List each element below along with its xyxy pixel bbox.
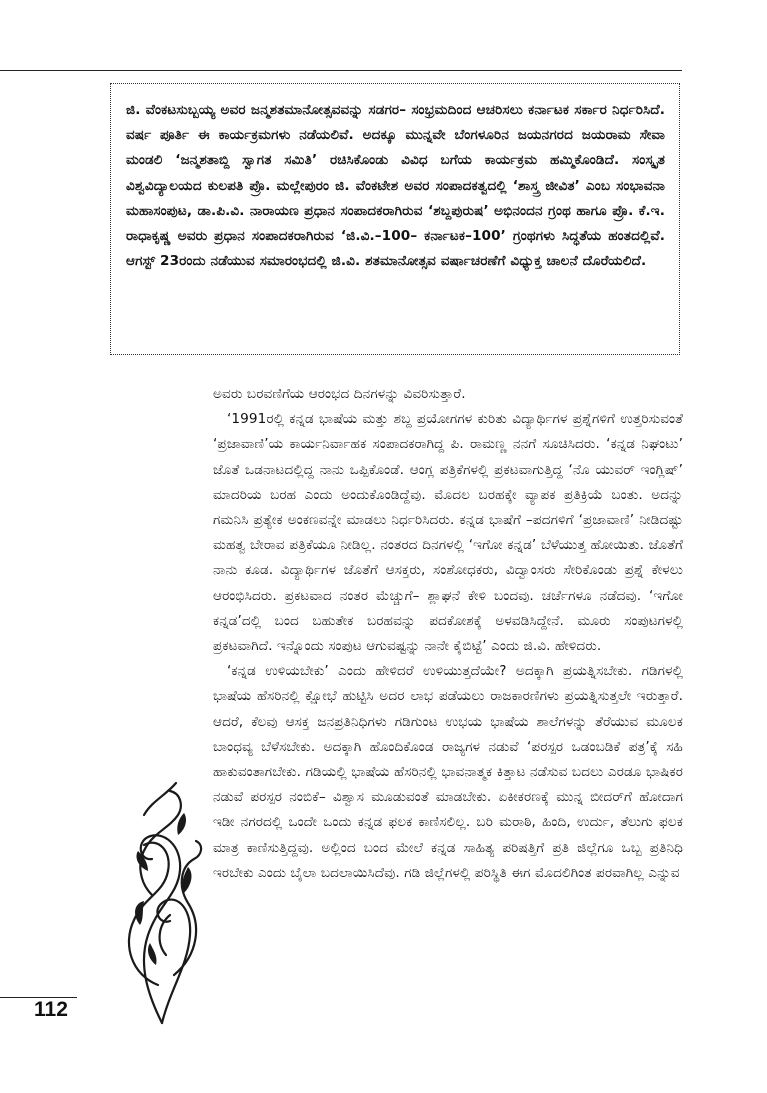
highlight-box (110, 83, 680, 355)
article-body (213, 382, 683, 886)
body-paragraph-2: ‘1991ರಲ್ಲಿ ಕನ್ನಡ ಭಾಷೆಯ ಮತ್ತು ಶಬ್ದ ಪ್ರಯೋಗಗಳ ಕುರಿತು ವಿದ್ಯಾರ್ಥಿಗಳ ಪ್ರಶ್ನೆಗಳಿಗೆ ಉತ್ತರಿಸುವಂತೆ ‘ಪ್ರಜಾವಾಣಿ’ಯ ಕಾರ್ಯನಿರ್ವಾಹಕ ಸಂಪಾದಕರಾಗಿದ್ದ ಪಿ. ರಾಮಣ್ಣ ನನಗೆ ಸೂಚಿಸಿದರು. ‘ಕನ್ನಡ ನಿಘಂಟು’ ಜೊತೆ ಒಡನಾಟದಲ್ಲಿದ್ದ ನಾನು ಒಪ್ಪಿಕೊಂಡೆ. ಆಂಗ್ಲ ಪತ್ರಿಕೆಗಳಲ್ಲಿ ಪ್ರಕಟವಾಗುತ್ತಿದ್ದ ‘ನೊ ಯುವರ್ ಇಂಗ್ಲಿಷ್’ ಮಾದರಿಯ ಬರಹ ಎಂದು ಅಂದುಕೊಂಡಿದ್ದೆವು. ಮೊದಲ ಬರಹಕ್ಕೇ ವ್ಯಾಪಕ ಪ್ರತಿಕ್ರಿಯೆ ಬಂತು. ಅದನ್ನು ಗಮನಿಸಿ ಪ್ರತ್ಯೇಕ ಅಂಕಣವನ್ನೇ ಮಾಡಲು ನಿರ್ಧರಿಸಿದರು. ಕನ್ನಡ ಭಾಷೆಗೆ –ಪದಗಳಿಗೆ ‘ಪ್ರಜಾವಾಣಿ’ ನೀಡಿದಷ್ಟು ಮಹತ್ವ ಬೇರಾವ ಪತ್ರಿಕೆಯೂ ನೀಡಿಲ್ಲ. ನಂತರದ ದಿನಗಳಲ್ಲಿ ‘ಇಗೋ ಕನ್ನಡ’ ಬೆಳೆಯುತ್ತ ಹೋಯಿತು. ಜೊತೆಗೆ ನಾನು ಕೂಡ. ವಿದ್ಯಾರ್ಥಿಗಳ ಜೊತೆಗೆ ಆಸಕ್ತರು, ಸಂಶೋಧಕರು, ವಿದ್ವಾಂಸರು ಸೇರಿಕೊಂಡು ಪ್ರಶ್ನೆ ಕೇಳಲು ಆರಂಭಿಸಿದರು. ಪ್ರಕಟವಾದ ನಂತರ ಮೆಚ್ಚುಗೆ– ಶ್ಲಾಘನೆ ಕೇಳಿ ಬಂದವು. ಚರ್ಚೆಗಳೂ ನಡೆದವು. ‘ಇಗೋ ಕನ್ನಡ’ದಲ್ಲಿ ಬಂದ ಬಹುತೇಕ ಬರಹವನ್ನು ಪದಕೋಶಕ್ಕೆ ಅಳವಡಿಸಿದ್ದೇನೆ. ಮೂರು ಸಂಪುಟಗಳಲ್ಲಿ ಪ್ರಕಟವಾಗಿದೆ. ಇನ್ನೊಂದು ಸಂಪುಟ ಆಗುವಷ್ಟನ್ನು ನಾನೇ ಕೈಬಿಟ್ಟೆ’ ಎಂದು ಜಿ.ವಿ. ಹೇಳಿದರು. (213, 411, 683, 655)
top-rule (0, 70, 682, 71)
floral-ornament-icon (118, 775, 206, 1025)
page-number: 112 (34, 998, 68, 1021)
body-paragraph-3: ‘ಕನ್ನಡ ಉಳಿಯಬೇಕು’ ಎಂದು ಹೇಳಿದರೆ ಉಳಿಯುತ್ತದೆಯೇ? ಅದಕ್ಕಾಗಿ ಪ್ರಯತ್ನಿಸಬೇಕು. ಗಡಿಗಳಲ್ಲಿ ಭಾಷೆಯ ಹೆಸರಿನಲ್ಲಿ ಕ್ಷೋಭೆ ಹುಟ್ಟಿಸಿ ಅದರ ಲಾಭ ಪಡೆಯಲು ರಾಜಕಾರಣಿಗಳು ಪ್ರಯತ್ನಿಸುತ್ತಲೇ ಇರುತ್ತಾರೆ. ಆದರೆ, ಕೆಲವು ಆಸಕ್ತ ಜನಪ್ರತಿನಿಧಿಗಳು ಗಡಿಗುಂಟ ಉಭಯ ಭಾಷೆಯ ಶಾಲೆಗಳನ್ನು ತೆರೆಯುವ ಮೂಲಕ ಬಾಂಧವ್ಯ ಬೆಳೆಸಬೇಕು. ಅದಕ್ಕಾಗಿ ಹೊಂದಿಕೊಂಡ ರಾಜ್ಯಗಳ ನಡುವೆ ‘ಪರಸ್ಪರ ಒಡಂಬಡಿಕೆ ಪತ್ರ’ಕ್ಕೆ ಸಹಿ ಹಾಕುವಂತಾಗಬೇಕು. ಗಡಿಯಲ್ಲಿ ಭಾಷೆಯ ಹೆಸರಿನಲ್ಲಿ ಭಾವನಾತ್ಮಕ ಕಿತ್ತಾಟ ನಡೆಸುವ ಬದಲು ಎರಡೂ ಭಾಷಿಕರ ನಡುವೆ ಪರಸ್ಪರ ನಂಬಿಕೆ– ವಿಶ್ವಾಸ ಮೂಡುವಂತೆ ಮಾಡಬೇಕು. ಏಕೀಕರಣಕ್ಕೆ ಮುನ್ನ ಬೀದರ್‌ಗೆ ಹೋದಾಗ ಇಡೀ ನಗರದಲ್ಲಿ ಒಂದೇ ಒಂದು ಕನ್ನಡ ಫಲಕ ಕಾಣಿಸಲಿಲ್ಲ. ಬರಿ ಮರಾಠಿ, ಹಿಂದಿ, ಉರ್ದು, ತೆಲುಗು ಫಲಕ ಮಾತ್ರ ಕಾಣಿಸುತ್ತಿದ್ದವು. ಅಲ್ಲಿಂದ ಬಂದ ಮೇಲೆ ಕನ್ನಡ ಸಾಹಿತ್ಯ ಪರಿಷತ್ತಿಗೆ ಪ್ರತಿ ಜಿಲ್ಲೆಗೂ ಒಬ್ಬ ಪ್ರತಿನಿಧಿ ಇರಬೇಕು ಎಂದು ಬೈಲಾ ಬದಲಾಯಿಸಿದೆವು. ಗಡಿ ಜಿಲ್ಲೆಗಳಲ್ಲಿ ಪರಿಸ್ಥಿತಿ ಈಗ ಮೊದಲಿಗಿಂತ ಪರವಾಗಿಲ್ಲ ಎನ್ನುವ (213, 663, 683, 881)
body-paragraph-1: ಅವರು ಬರವಣಿಗೆಯ ಆರಂಭದ ದಿನಗಳನ್ನು ವಿವರಿಸುತ್ತಾರೆ. (213, 386, 466, 402)
highlight-box-text: ಜಿ. ವೆಂಕಟಸುಬ್ಬಯ್ಯ ಅವರ ಜನ್ಮಶತಮಾನೋತ್ಸವವನ್ನು ಸಡಗರ– ಸಂಭ್ರಮದಿಂದ ಆಚರಿಸಲು ಕರ್ನಾಟಕ ಸರ್ಕಾರ ನಿರ್ಧರಿಸಿದೆ. ವರ್ಷ ಪೂರ್ತಿ ಈ ಕಾರ್ಯಕ್ರಮಗಳು ನಡೆಯಲಿವೆ. ಅದಕ್ಕೂ ಮುನ್ನವೇ ಬೆಂಗಳೂರಿನ ಜಯನಗರದ ಜಯರಾಮ ಸೇವಾ ಮಂಡಲಿ ‘ಜನ್ಮಶತಾಬ್ದಿ ಸ್ವಾಗತ ಸಮಿತಿ’ ರಚಿಸಿಕೊಂಡು ವಿವಿಧ ಬಗೆಯ ಕಾರ್ಯಕ್ರಮ ಹಮ್ಮಿಕೊಂಡಿದೆ. ಸಂಸ್ಕೃತ ವಿಶ್ವವಿದ್ಯಾಲಯದ ಕುಲಪತಿ ಪ್ರೊ. ಮಲ್ಲೇಪುರಂ ಜಿ. ವೆಂಕಟೇಶ ಅವರ ಸಂಪಾದಕತ್ವದಲ್ಲಿ ‘ಶಾಸ್ತ್ರ ಜೀವಿತ’ ಎಂಬ ಸಂಭಾವನಾ ಮಹಾಸಂಪುಟ, ಡಾ.ಪಿ.ವಿ. ನಾರಾಯಣ ಪ್ರಧಾನ ಸಂಪಾದಕರಾಗಿರುವ ‘ಶಬ್ದಪುರುಷ’ ಅಭಿನಂದನ ಗ್ರಂಥ ಹಾಗೂ ಪ್ರೊ. ಕೆ.ಇ. ರಾಧಾಕೃಷ್ಣ ಅವರು ಪ್ರಧಾನ ಸಂಪಾದಕರಾಗಿರುವ ‘ಜಿ.ವಿ.–100– ಕರ್ನಾಟಕ–100’ ಗ್ರಂಥಗಳು ಸಿದ್ಧತೆಯ ಹಂತದಲ್ಲಿವೆ. ಆಗಸ್ಟ್ 23ರಂದು ನಡೆಯುವ ಸಮಾರಂಭದಲ್ಲಿ ಜಿ.ವಿ. ಶತಮಾನೋತ್ಸವ ವರ್ಷಾಚರಣೆಗೆ ವಿಧ್ಯುಕ್ತ ಚಾಲನೆ ದೊರೆಯಲಿದೆ. (126, 102, 665, 270)
